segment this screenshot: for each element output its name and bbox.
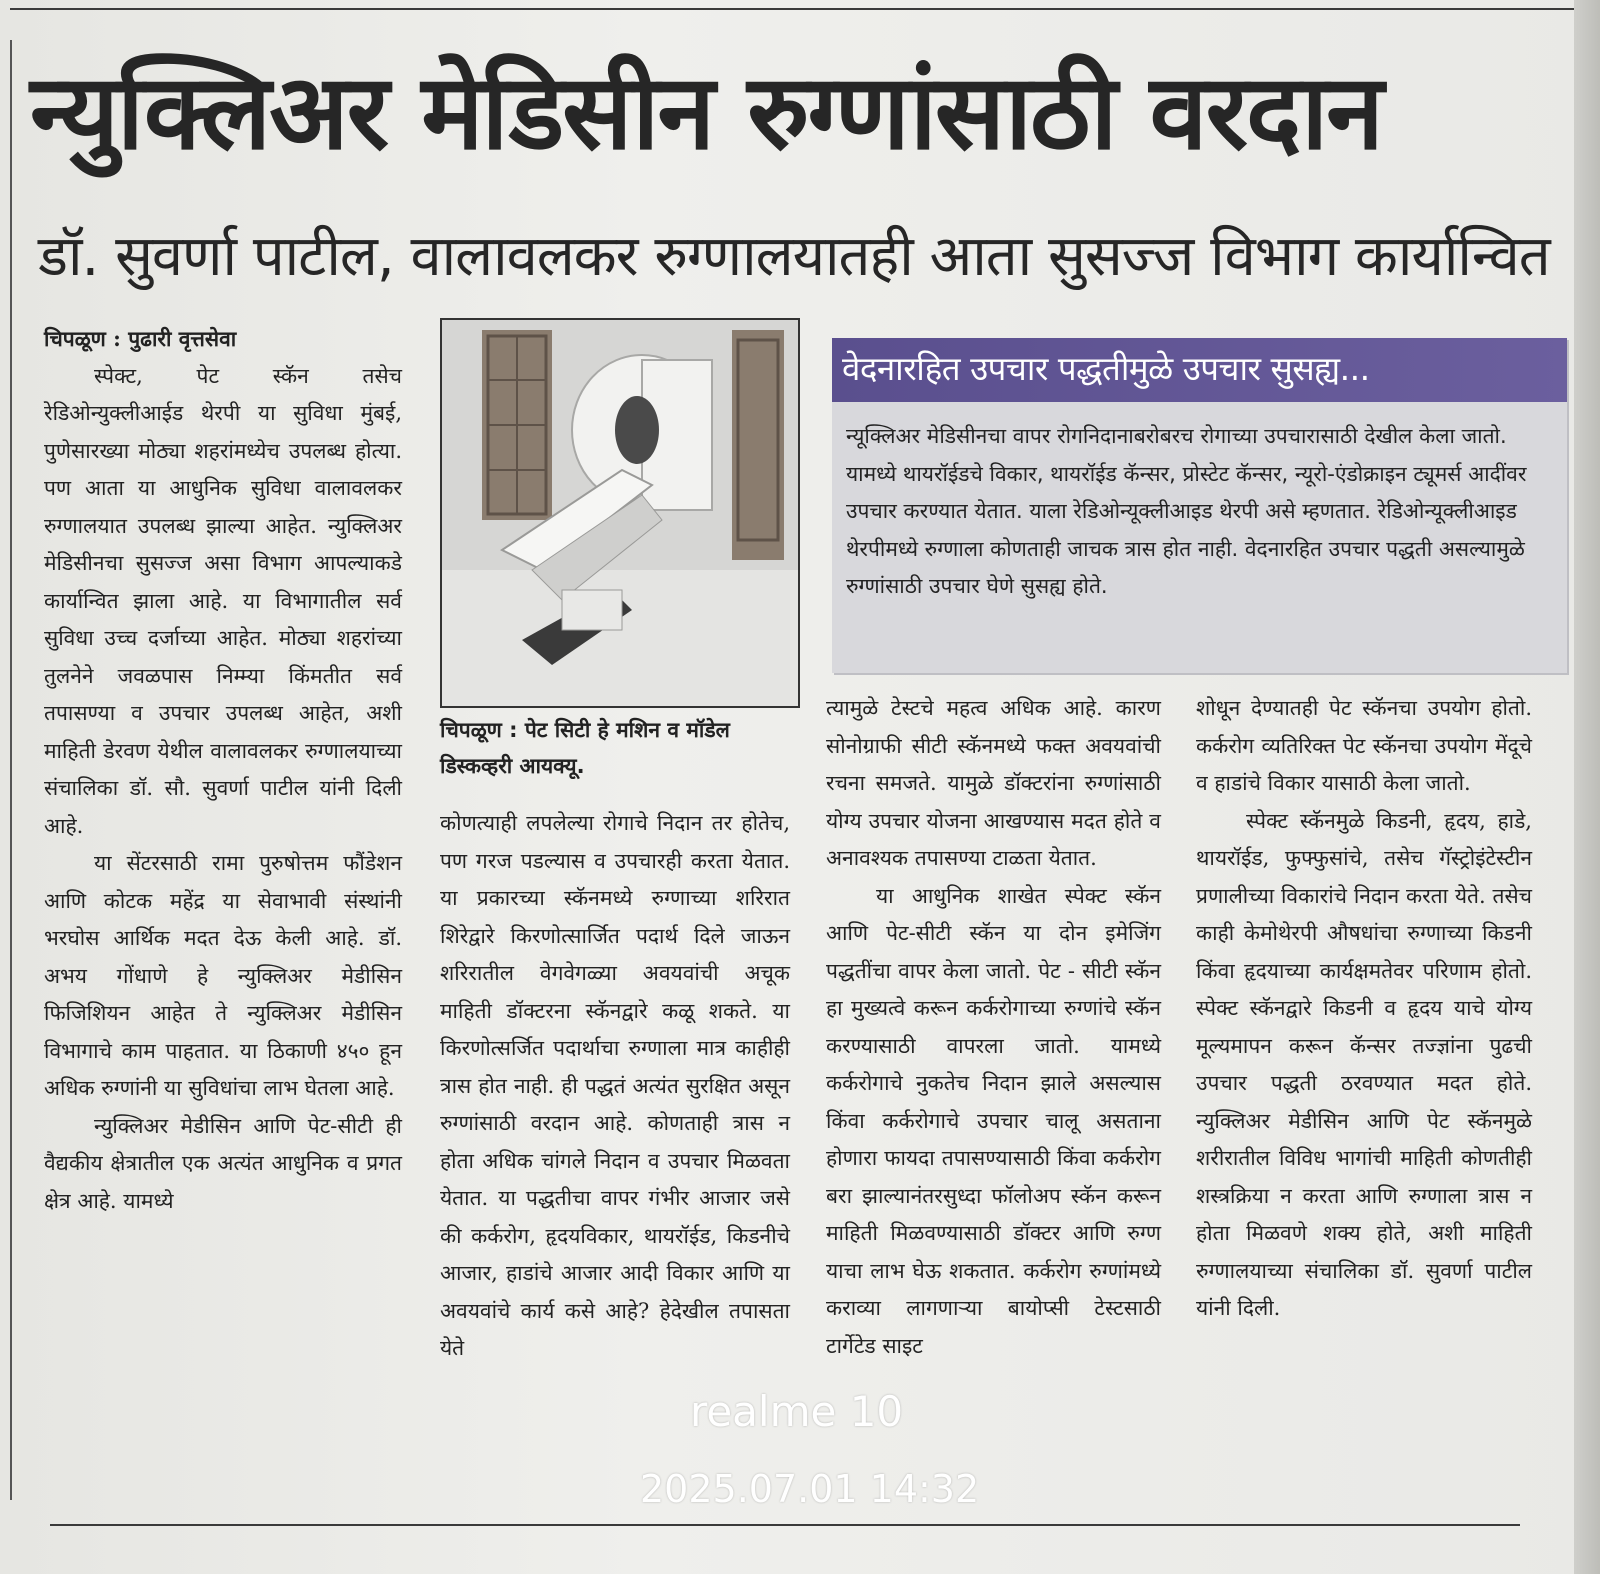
camera-watermark-timestamp: 2025.07.01 14:32 bbox=[640, 1467, 980, 1511]
subheadline: डॉ. सुवर्णा पाटील, वालावलकर रुग्णालयातही आता सुसज्ज विभाग कार्यान्वित bbox=[38, 224, 1550, 289]
dateline: चिपळूण : पुढारी वृत्तसेवा bbox=[44, 326, 237, 351]
article-column-1 bbox=[44, 320, 402, 1220]
paragraph: कोणत्याही लपलेल्या रोगाचे निदान तर होतेच, पण गरज पडल्यास व उपचारही करता येतात. या प्रकारच्या स्कॅनमध्ये रुग्णाच्या शरिरात शिरेद्वारे किरणोत्सार्जित पदार्थ दिले जाऊन शरिरातील वेगवेगळ्या अवयवांची अचूक माहिती डॉक्टरना स्कॅनद्वारे कळू शकते. या किरणोत्सर्जित पदार्थाचा रुग्णाला मात्र काहीही त्रास होत नाही. ही पद्धतं अत्यंत सुरक्षित असून रुग्णांसाठी वरदान आहे. कोणताही त्रास न होता अधिक चांगले निदान व उपचार मिळवता येतात. या पद्धतीचा वापर गंभीर आजार जसे की कर्करोग, हृदयविकार, थायरॉईड, किडनीचे आजार, हाडांचे आजार आदी विकार आणि या अवयवांचे कार्य कसे आहे? हेदेखील तपासता येते bbox=[440, 811, 790, 1360]
article-column-2 bbox=[440, 805, 790, 1368]
paragraph: न्युक्लिअर मेडीसिन आणि पेट-सीटी ही वैद्यकीय क्षेत्रातील एक अत्यंत आधुनिक व प्रगत क्षेत्र आहे. यामध्ये bbox=[44, 1113, 402, 1213]
pet-ct-machine-photo bbox=[440, 318, 800, 708]
paragraph: या सेंटरसाठी रामा पुरुषोत्तम फौंडेशन आणि कोटक महेंद्र या सेवाभावी संस्थांनी भरघोस आर्थिक मदत देऊ केली आहे. डॉ. अभय गोंधाणे हे न्युक्लिअर मेडीसिन फिजिशियन आहेत ते न्युक्लिअर मेडीसिन विभागाचे काम पाहतात. या ठिकाणी ४५० हून अधिक रुग्णांनी या सुविधांचा लाभ घेतला आहे. bbox=[44, 851, 402, 1100]
headline: न्युक्लिअर मेडिसीन रुग्णांसाठी वरदान bbox=[30, 51, 1382, 173]
photo-caption: चिपळूण : पेट सिटी हे मशिन व मॉडेल डिस्कव्हरी आयक्यू. bbox=[440, 718, 730, 778]
article-column-4 bbox=[1196, 690, 1532, 1328]
bottom-rule bbox=[50, 1524, 1520, 1526]
paragraph: स्पेक्ट, पेट स्कॅन तसेच रेडिओन्युक्लीआईड थेरपी या सुविधा मुंबई, पुणेसारख्या मोठ्या शहरांमध्येच उपलब्ध होत्या. पण आता या आधुनिक सुविधा वालावलकर रुग्णालयात उपलब्ध झाल्या आहेत. न्युक्लिअर मेडिसीनचा सुसज्ज असा विभाग आपल्याकडे कार्यान्वित झाला आहे. या विभागातील सर्व सुविधा उच्च दर्जाच्या आहेत. मोठ्या शहरांच्या तुलनेने जवळपास निम्म्या किंमतीत सर्व तपासण्या व उपचार उपलब्ध आहेत, अशी माहिती डेरवण येथील वालावलकर रुग्णालयाच्या संचालिका डॉ. सौ. सुवर्णा पाटील यांनी दिली आहे. bbox=[44, 363, 402, 838]
sidebar-box-header bbox=[832, 338, 1567, 402]
top-rule bbox=[10, 8, 1580, 10]
sidebar-box bbox=[832, 338, 1567, 673]
article-column-3 bbox=[826, 690, 1161, 1365]
camera-watermark-device: realme 10 bbox=[690, 1387, 904, 1436]
sidebar-box-body: न्यूक्लिअर मेडिसीनचा वापर रोगनिदानाबरोबरच रोगाच्या उपचारासाठी देखील केला जातो. यामध्ये थायरॉईडचे विकार, थायरॉईड कॅन्सर, प्रोस्टेट कॅन्सर, न्यूरो-एंडोक्राइन ट्यूमर्स आदींवर उपचार करण्यात येतात. याला रेडिओन्यूक्लीआइड थेरपी असे म्हणतात. रेडिओन्यूक्लीआइड थेरपीमध्ये रुग्णाला कोणताही जाचक त्रास होत नाही. वेदनारहित उपचार पद्धती असल्यामुळे रुग्णांसाठी उपचार घेणे सुसह्य होते. bbox=[846, 424, 1527, 598]
sidebar-box-heading: वेदनारहित उपचार पद्धतीमुळे उपचार सुसह्य... bbox=[842, 349, 1370, 388]
paragraph: शोधून देण्यातही पेट स्कॅनचा उपयोग होतो. कर्करोग व्यतिरिक्त पेट स्कॅनचा उपयोग मेंदूचे व हाडांचे विकार यासाठी केला जातो. bbox=[1196, 696, 1532, 795]
adjacent-column-edge bbox=[0, 40, 12, 1500]
paragraph: त्यामुळे टेस्टचे महत्व अधिक आहे. कारण सोनोग्राफी सीटी स्कॅनमध्ये फक्त अवयवांची रचना समजते. यामुळे डॉक्टरांना रुग्णांसाठी योग्य उपचार योजना आखण्यास मदत होते व अनावश्यक तपासण्या टाळता येतात. bbox=[826, 696, 1161, 870]
paragraph: या आधुनिक शाखेत स्पेक्ट स्कॅन आणि पेट-सीटी स्कॅन या दोन इमेजिंग पद्धतींचा वापर केला जातो. पेट - सीटी स्कॅन हा मुख्यत्वे करून कर्करोगाच्या रुग्णांचे स्कॅन करण्यासाठी वापरला जातो. यामध्ये कर्करोगाचे नुकतेच निदान झाले असल्यास किंवा कर्करोगाचे उपचार चालू असताना होणारा फायदा तपासण्यासाठी किंवा कर्करोग बरा झाल्यानंतरसुध्दा फॉलोअप स्कॅन करून माहिती मिळवण्यासाठी डॉक्टर आणि रुग्ण याचा लाभ घेऊ शकतात. कर्करोग रुग्णांमध्ये कराव्या लागणाऱ्या बायोप्सी टेस्टसाठी टार्गेटेड साइट bbox=[826, 883, 1161, 1358]
pet-ct-scanner-illustration bbox=[442, 320, 798, 706]
paragraph: स्पेक्ट स्कॅनमुळे किडनी, हृदय, हाडे, थायरॉईड, फुफ्फुसांचे, तसेच गॅस्ट्रोइंटेस्टीन प्रणालीच्या विकारांचे निदान करता येते. तसेच काही केमोथेरपी औषधांचा रुग्णाच्या किडनी किंवा हृदयाच्या कार्यक्षमतेवर परिणाम होतो. स्पेक्ट स्कॅनद्वारे किडनी व हृदय याचे योग्य मूल्यमापन करून कॅन्सर तज्ज्ञांना पुढची उपचार पद्धती ठरवण्यात मदत होते. न्युक्लिअर मेडीसिन आणि पेट स्कॅनमुळे शरीरातील विविध भागांची माहिती कोणतीही शस्त्रक्रिया न करता आणि रुग्णाला त्रास न होता मिळवणे शक्य होते, अशी माहिती रुग्णालयाच्या संचालिका डॉ. सुवर्णा पाटील यांनी दिली. bbox=[1196, 808, 1532, 1320]
